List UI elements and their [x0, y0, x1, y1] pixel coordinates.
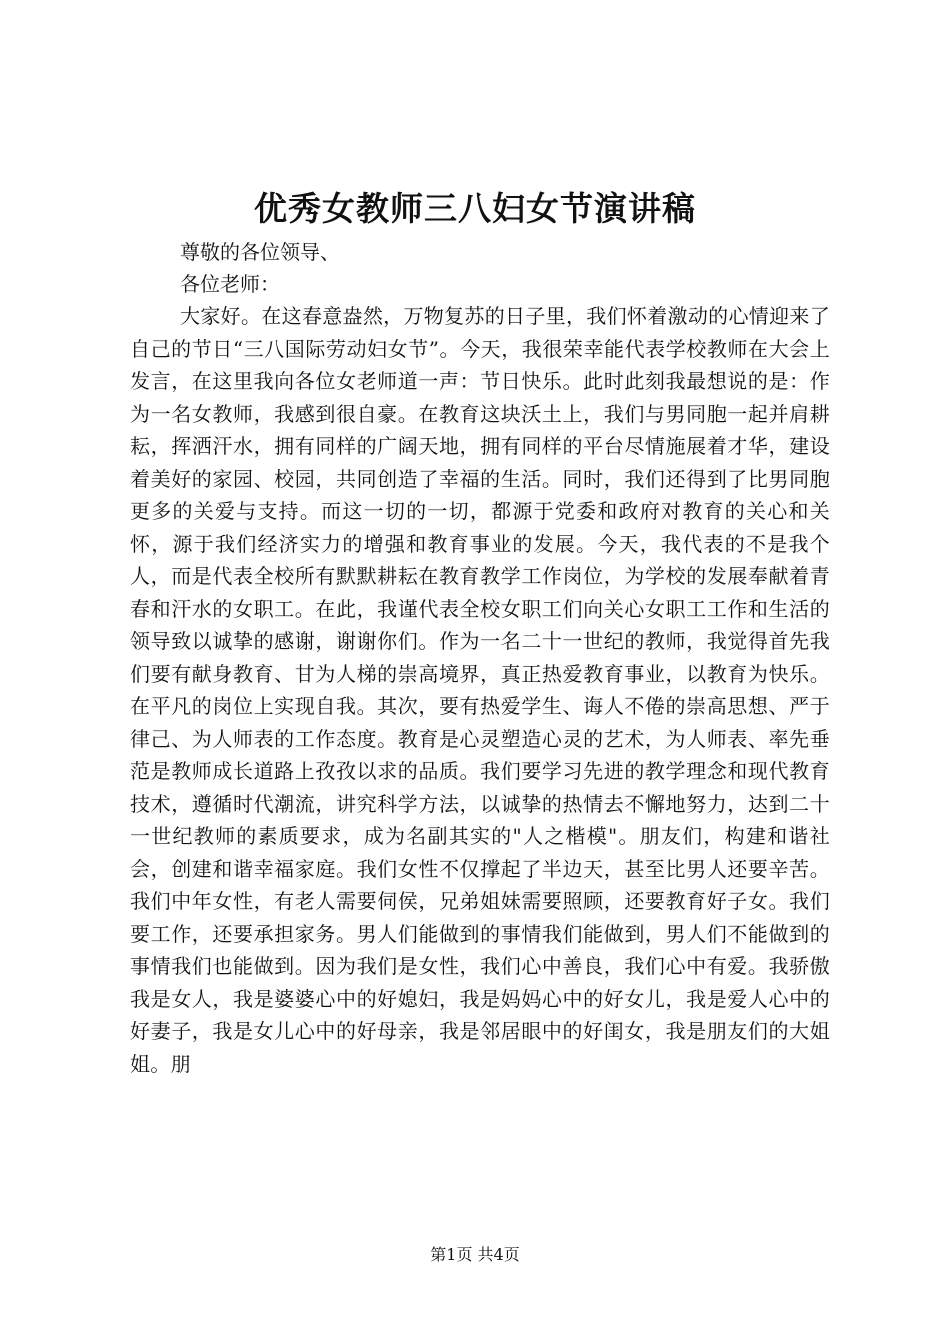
salutation-leaders: 尊敬的各位领导、: [180, 240, 340, 264]
page-number-footer: 第1页 共4页: [430, 1245, 520, 1264]
document-title: 优秀女教师三八妇女节演讲稿: [254, 189, 696, 228]
salutation-teachers: 各位老师：: [180, 272, 280, 296]
speech-body-paragraph: 大家好。在这春意盎然，万物复苏的日子里，我们怀着激动的心情迎来了自己的节日“三八国际劳动妇女节”。今天，我很荣幸能代表学校教师在大会上发言，在这里我向各位女老师道一声：节日快乐。此时此刻我最想说的是：作为一名女教师，我感到很自豪。在教育这块沃土上，我们与男同胞一起并肩耕耘，挥洒汗水，拥有同样的广阔天地，拥有同样的平台尽情施展着才华，建设着美好的家园、校园，共同创造了幸福的生活。同时，我们还得到了比男同胞更多的关爱与支持。而这一切的一切，都源于党委和政府对教育的关心和关怀，源于我们经济实力的增强和教育事业的发展。今天，我代表的不是我个人，而是代表全校所有默默耕耘在教育教学工作岗位，为学校的发展奉献着青春和汗水的女职工。在此，我谨代表全校女职工们向关心女职工工作和生活的领导致以诚挚的感谢，谢谢你们。作为一名二十一世纪的教师，我觉得首先我们要有献身教育、甘为人梯的崇高境界，真正热爱教育事业，以教育为快乐。在平凡的岗位上实现自我。其次，要有热爱学生、诲人不倦的崇高思想、严于律己、为人师表的工作态度。教育是心灵塑造心灵的艺术，为人师表、率先垂范是教师成长道路上孜孜以求的品质。我们要学习先进的教学理念和现代教育技术，遵循时代潮流，讲究科学方法，以诚挚的热情去不懈地努力，达到二十一世纪教师的素质要求，成为名副其实的"人之楷模"。朋友们，构建和谐社会，创建和谐幸福家庭。我们女性不仅撑起了半边天，甚至比男人还要辛苦。我们中年女性，有老人需要伺侯，兄弟姐妹需要照顾，还要教育好子女。我们要工作，还要承担家务。男人们能做到的事情我们能做到，男人们不能做到的事情我们也能做到。因为我们是女性，我们心中善良，我们心中有爱。我骄傲我是女人，我是婆婆心中的好媳妇，我是妈妈心中的好女儿，我是爱人心中的好妻子，我是女儿心中的好母亲，我是邻居眼中的好闺女，我是朋友们的大姐姐。朋: [130, 304, 830, 1076]
